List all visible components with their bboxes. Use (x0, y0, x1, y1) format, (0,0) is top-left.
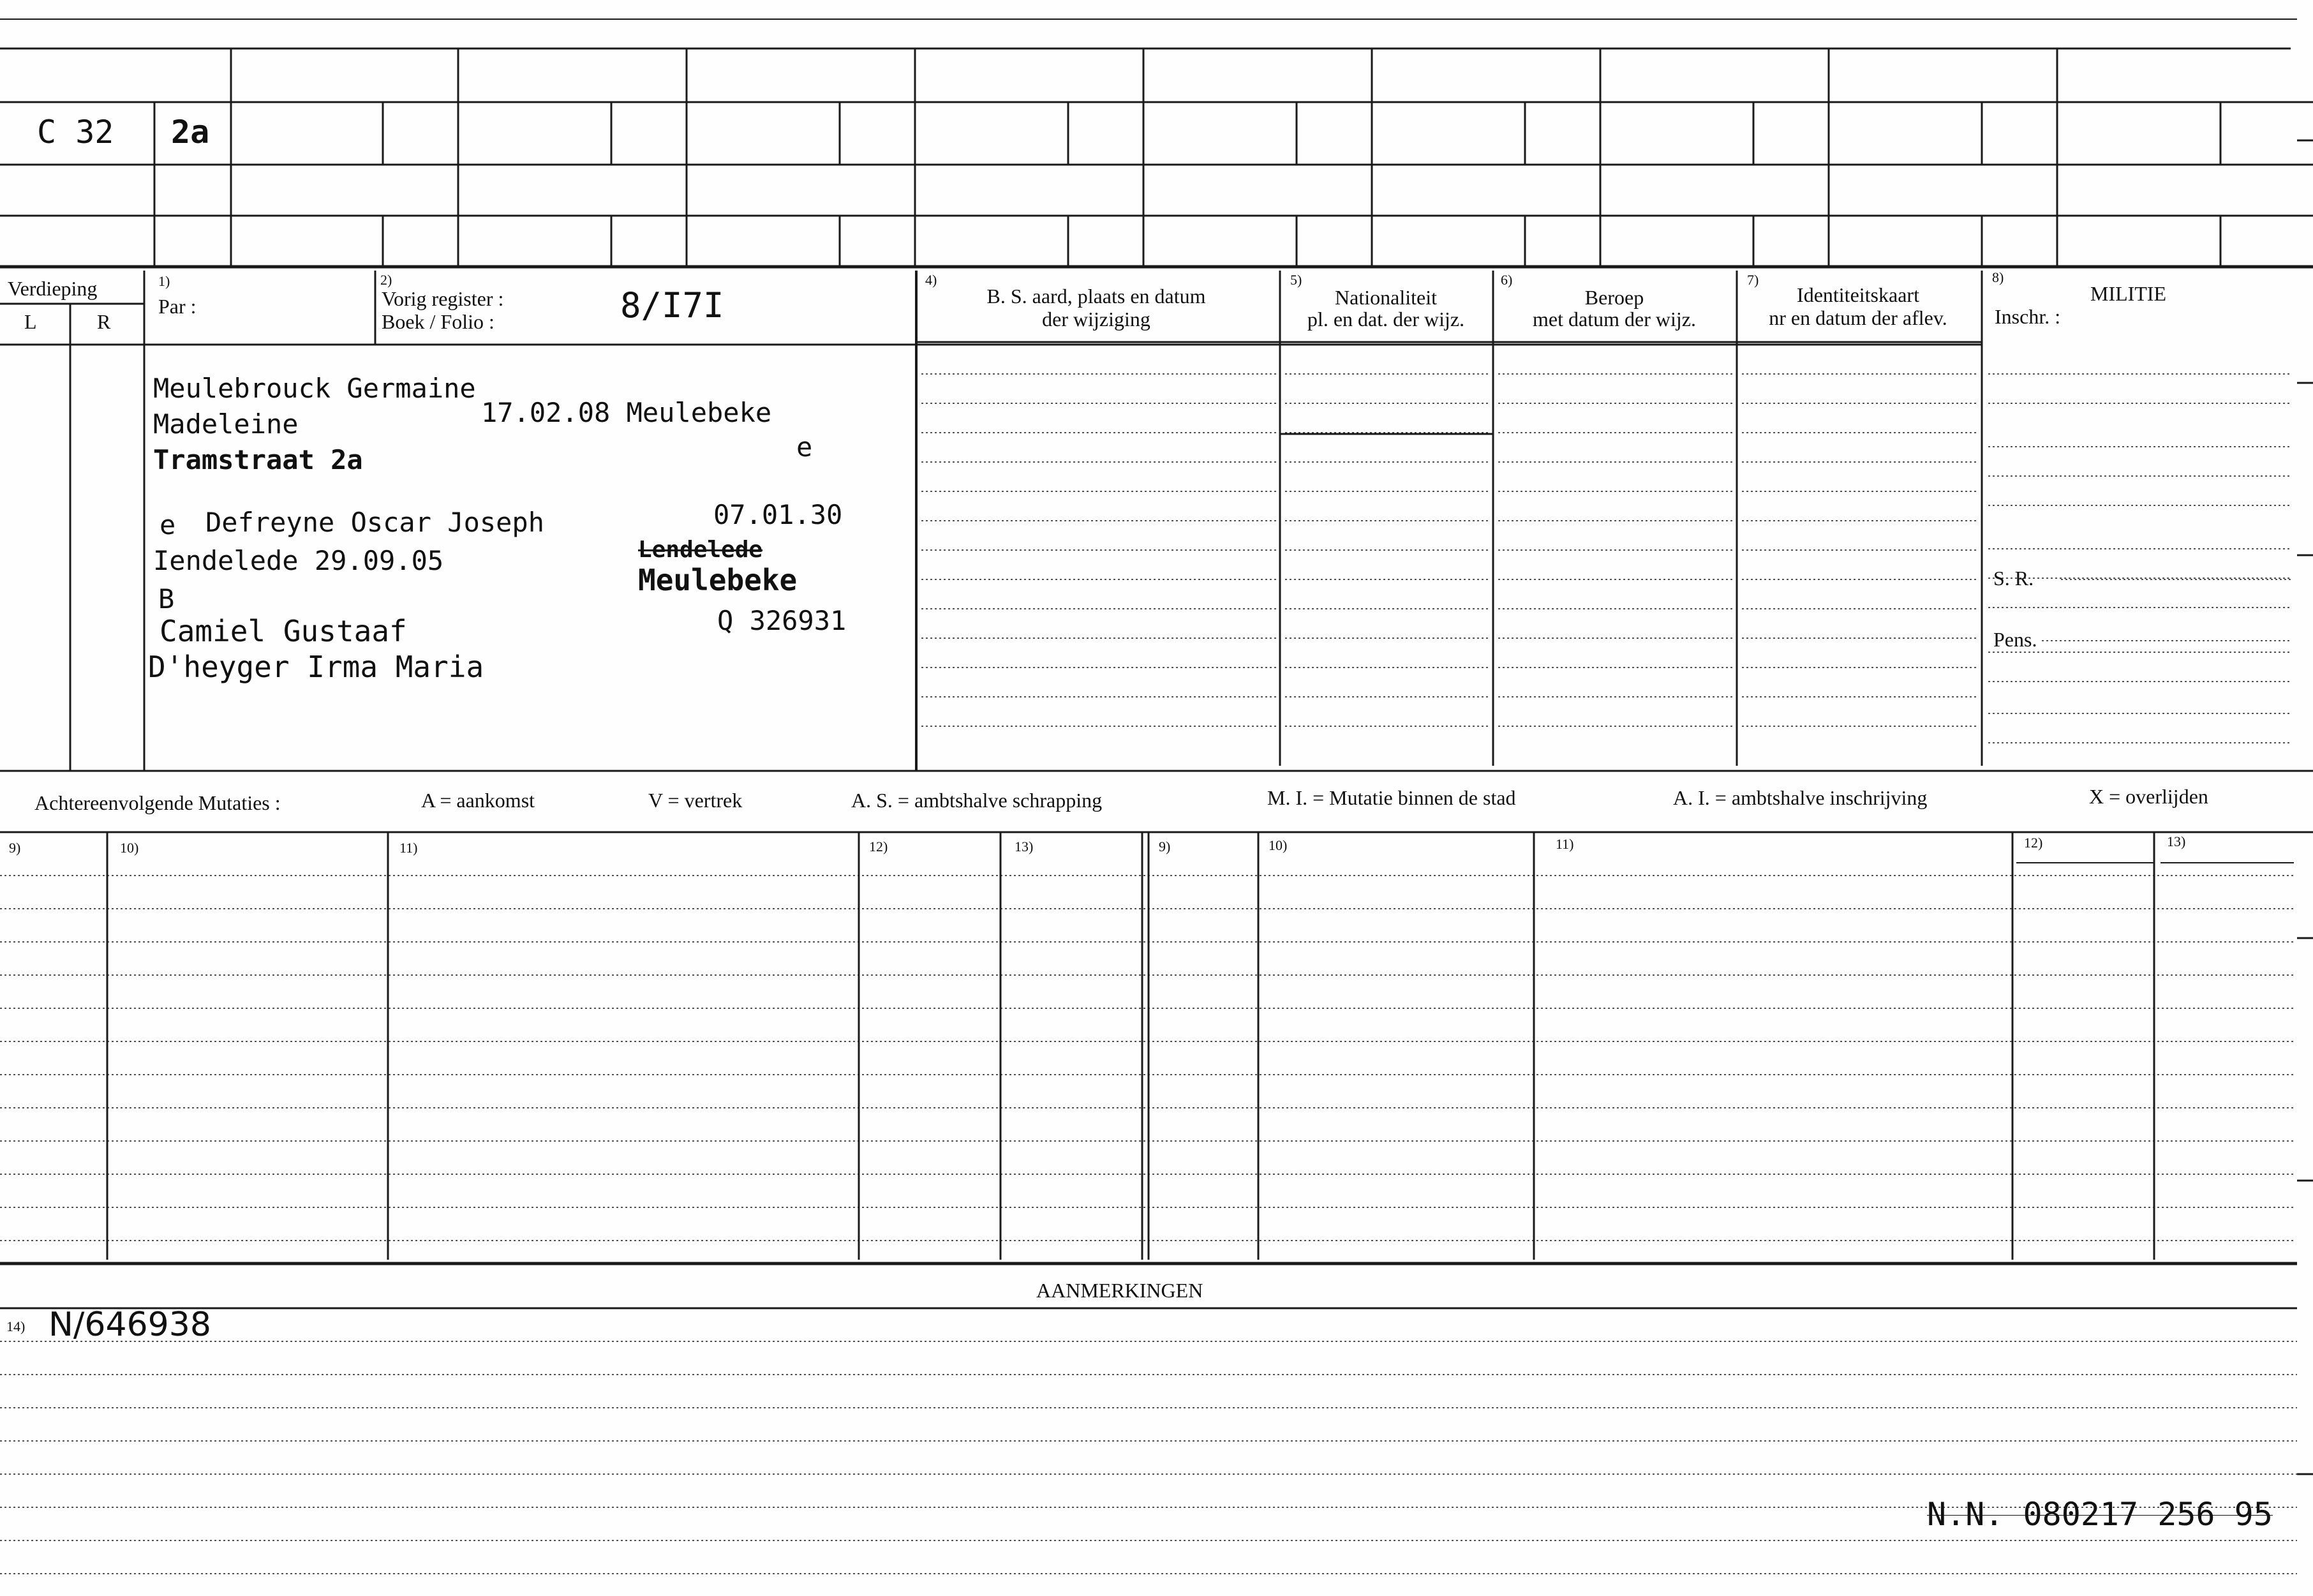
par-num: 1) (158, 273, 170, 289)
id-num: 7) (1747, 272, 1759, 288)
id-header-line1: Identiteitskaart (1797, 283, 1919, 306)
bs-num: 4) (925, 272, 937, 288)
card-code-right: 2a (171, 114, 210, 151)
spouse-birth: Iendelede 29.09.05 (153, 545, 444, 576)
militie-inschr-label: Inschr. : (1995, 305, 2061, 328)
national-number: N.N. 080217 256 95 (1927, 1496, 2273, 1533)
vorig-register-value: 8/I7I (620, 285, 724, 325)
mut-col-11b: 11) (1556, 836, 1574, 852)
bs-header-line2: der wijziging (1042, 308, 1150, 331)
person-code: Q 326931 (717, 605, 847, 636)
nat-header-line1: Nationaliteit (1335, 286, 1437, 309)
spouse-name: Defreyne Oscar Joseph (205, 507, 545, 538)
aanmerkingen-title: AANMERKINGEN (1036, 1279, 1203, 1302)
mut-col-10b: 10) (1268, 837, 1288, 853)
militie-sr-label: S. R. (1993, 567, 2034, 590)
mut-col-9a: 9) (9, 840, 21, 856)
aanmerkingen-value: N/646938 (48, 1306, 211, 1344)
beroep-header-line2: met datum der wijz. (1533, 308, 1696, 331)
card-code-left: C 32 (37, 114, 114, 151)
mother-name: D'heyger Irma Maria (148, 650, 484, 684)
mutatie-x: X = overlijden (2089, 785, 2208, 808)
mut-col-13a: 13) (1015, 839, 1034, 854)
b-mark: B (158, 583, 175, 615)
person-name-line2: Madeleine (153, 408, 299, 440)
verdieping-r: R (97, 310, 111, 333)
place-meulebeke: Meulebeke (638, 563, 798, 597)
person-address: Tramstraat 2a (153, 444, 363, 475)
verdieping-label: Verdieping (8, 277, 98, 300)
mutaties-label: Achtereenvolgende Mutaties : (34, 791, 281, 814)
verdieping-l: L (24, 310, 37, 333)
vorig-register-label: Vorig register : (382, 287, 504, 310)
mutatie-a: A = aankomst (421, 789, 535, 812)
bs-header-line1: B. S. aard, plaats en datum (986, 285, 1206, 308)
spouse-marriage-date: 07.01.30 (713, 499, 843, 530)
boek-folio-label: Boek / Folio : (382, 310, 495, 333)
nat-num: 5) (1290, 272, 1302, 288)
spouse-prefix: e (160, 509, 176, 541)
mut-col-12a: 12) (869, 839, 888, 854)
mut-col-12b: 12) (2024, 835, 2043, 851)
person-name-line1: Meulebrouck Germaine (153, 373, 476, 404)
struck-place: Lendelede (638, 537, 763, 563)
aanmerkingen-num: 14) (6, 1318, 26, 1334)
father-name: Camiel Gustaaf (160, 614, 407, 648)
par-label: Par : (158, 295, 197, 318)
mut-col-11a: 11) (399, 840, 418, 856)
mutatie-mi: M. I. = Mutatie binnen de stad (1267, 786, 1516, 809)
mutatie-v: V = vertrek (648, 789, 743, 812)
person-birth: 17.02.08 Meulebeke (481, 397, 772, 428)
id-header-line2: nr en datum der aflev. (1769, 306, 1947, 329)
beroep-num: 6) (1501, 272, 1513, 288)
mut-col-10a: 10) (120, 840, 139, 856)
mut-col-9b: 9) (1159, 839, 1171, 854)
militie-title: MILITIE (2090, 282, 2167, 305)
militie-pens-label: Pens. (1993, 628, 2037, 651)
mutatie-ai: A. I. = ambtshalve inschrijving (1673, 786, 1928, 809)
mutatie-as: A. S. = ambtshalve schrapping (851, 789, 1103, 812)
nat-header-line2: pl. en dat. der wijz. (1307, 308, 1465, 331)
beroep-header-line1: Beroep (1584, 286, 1644, 309)
militie-num: 8) (1992, 269, 2004, 285)
vorig-num: 2) (380, 272, 392, 288)
mut-col-13b: 13) (2167, 833, 2186, 849)
person-e-mark: e (796, 431, 813, 463)
